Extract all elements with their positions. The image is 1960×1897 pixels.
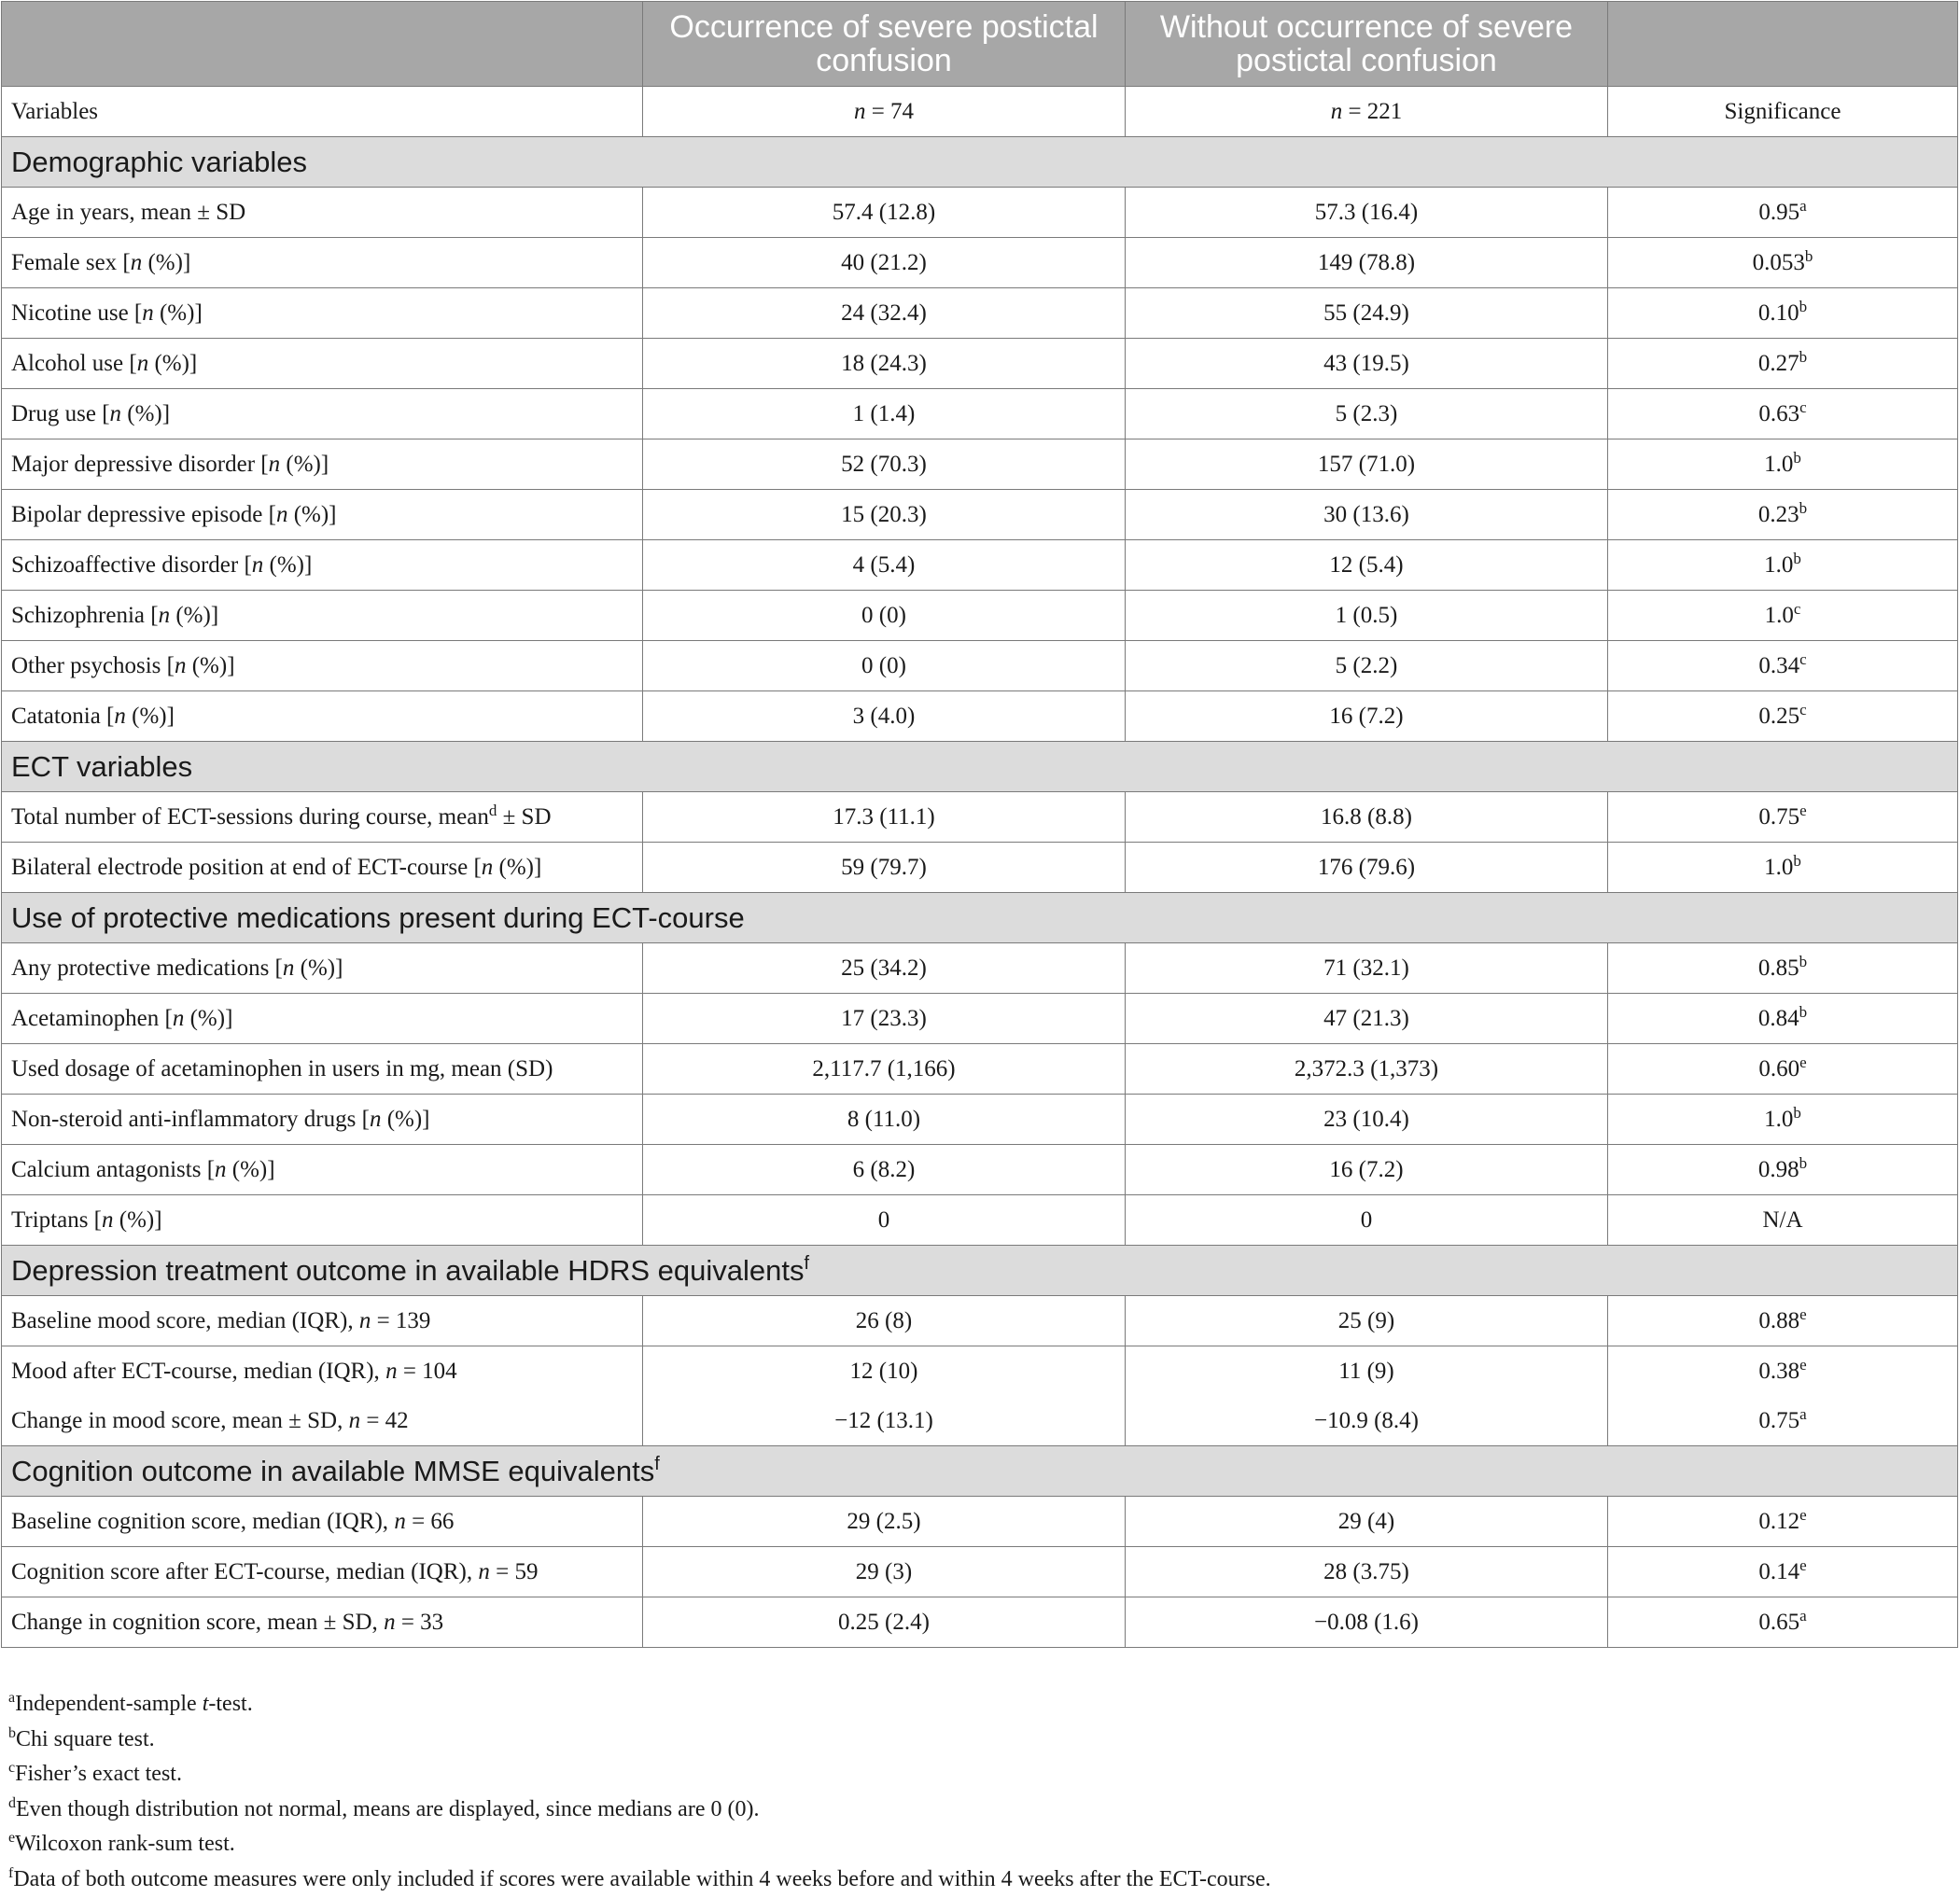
value-occurrence: 57.4 (12.8) — [643, 188, 1126, 238]
value-without: 11 (9) — [1126, 1346, 1608, 1397]
value-without: 5 (2.2) — [1126, 641, 1608, 691]
footnote-b: $^b$Chi square test. — [8, 1723, 1271, 1758]
section-ect — [2, 742, 1958, 792]
value-occurrence: 40 (21.2) — [643, 238, 1126, 288]
table-row — [2, 1346, 1958, 1397]
value-without: 16.8 (8.8) — [1126, 792, 1608, 843]
significance-value: 0.34$^c$ — [1608, 641, 1958, 691]
row-label: Any protective medications [n (%)] — [2, 943, 643, 994]
n-occurrence: n = 74 — [643, 87, 1126, 137]
value-occurrence: 24 (32.4) — [643, 288, 1126, 339]
table-row — [2, 792, 1958, 843]
table-row — [2, 1095, 1958, 1145]
row-label: Schizophrenia [n (%)] — [2, 591, 643, 641]
table-row — [2, 1547, 1958, 1597]
table-row — [2, 691, 1958, 742]
significance-value: 0.84$^b$ — [1608, 994, 1958, 1044]
table-row — [2, 641, 1958, 691]
row-label: Bilateral electrode position at end of ECT-course [n (%)] — [2, 843, 643, 893]
header-significance-blank — [1608, 2, 1958, 87]
value-without: 55 (24.9) — [1126, 288, 1608, 339]
value-occurrence: 59 (79.7) — [643, 843, 1126, 893]
value-occurrence: 25 (34.2) — [643, 943, 1126, 994]
header-empty — [2, 2, 643, 87]
row-label: Nicotine use [n (%)] — [2, 288, 643, 339]
value-without: 23 (10.4) — [1126, 1095, 1608, 1145]
table-row — [2, 1497, 1958, 1547]
value-without: 16 (7.2) — [1126, 1145, 1608, 1195]
row-label: Non-steroid anti-inflammatory drugs [n (%)] — [2, 1095, 643, 1145]
value-occurrence: 26 (8) — [643, 1296, 1126, 1346]
row-label: Other psychosis [n (%)] — [2, 641, 643, 691]
row-label: Bipolar depressive episode [n (%)] — [2, 490, 643, 540]
row-label: Total number of ECT-sessions during course, mean$^d$ ± SD — [2, 792, 643, 843]
value-occurrence: 1 (1.4) — [643, 389, 1126, 439]
value-without: 5 (2.3) — [1126, 389, 1608, 439]
footnote-d: $^d$Even though distribution not normal, means are displayed, since medians are 0 (0). — [8, 1792, 1271, 1828]
value-without: 12 (5.4) — [1126, 540, 1608, 591]
section-depression — [2, 1246, 1958, 1296]
value-occurrence: 29 (3) — [643, 1547, 1126, 1597]
value-occurrence: 0 (0) — [643, 641, 1126, 691]
value-without: 0 — [1126, 1195, 1608, 1246]
significance-value: 1.0$^b$ — [1608, 1095, 1958, 1145]
table-row — [2, 288, 1958, 339]
section-title: Use of protective medications present during ECT-course — [2, 893, 1958, 943]
value-occurrence: 18 (24.3) — [643, 339, 1126, 389]
value-without: 71 (32.1) — [1126, 943, 1608, 994]
row-label: Age in years, mean ± SD — [2, 188, 643, 238]
value-without: 47 (21.3) — [1126, 994, 1608, 1044]
section-title: Demographic variables — [2, 137, 1958, 188]
value-occurrence: 29 (2.5) — [643, 1497, 1126, 1547]
significance-value: 0.63$^c$ — [1608, 389, 1958, 439]
section-title: Depression treatment outcome in available HDRS equivalents$^f$ — [2, 1246, 1958, 1296]
section-title: ECT variables — [2, 742, 1958, 792]
value-occurrence: 12 (10) — [643, 1346, 1126, 1397]
value-without: 1 (0.5) — [1126, 591, 1608, 641]
significance-value: 0.27$^b$ — [1608, 339, 1958, 389]
table-row — [2, 1597, 1958, 1648]
row-label: Used dosage of acetaminophen in users in mg, mean (SD) — [2, 1044, 643, 1095]
row-label: Triptans [n (%)] — [2, 1195, 643, 1246]
section-cognition — [2, 1446, 1958, 1497]
value-without: 30 (13.6) — [1126, 490, 1608, 540]
table-row — [2, 339, 1958, 389]
value-without: 176 (79.6) — [1126, 843, 1608, 893]
variables-label: Variables — [2, 87, 643, 137]
table-row — [2, 188, 1958, 238]
row-label: Drug use [n (%)] — [2, 389, 643, 439]
subheader-row — [2, 87, 1958, 137]
significance-value: 0.60e — [1608, 1044, 1958, 1095]
value-occurrence: 15 (20.3) — [643, 490, 1126, 540]
row-label: Cognition score after ECT-course, median (IQR), n = 59 — [2, 1547, 643, 1597]
value-without: 57.3 (16.4) — [1126, 188, 1608, 238]
significance-value: 0.12e — [1608, 1497, 1958, 1547]
significance-value: 0.75$^a$ — [1608, 1396, 1958, 1446]
value-without: −10.9 (8.4) — [1126, 1396, 1608, 1446]
section-title: Cognition outcome in available MMSE equivalents$^f$ — [2, 1446, 1958, 1497]
table-row — [2, 540, 1958, 591]
table-header-row — [2, 2, 1958, 87]
value-without: 16 (7.2) — [1126, 691, 1608, 742]
section-protective — [2, 893, 1958, 943]
value-occurrence: 4 (5.4) — [643, 540, 1126, 591]
value-occurrence: 6 (8.2) — [643, 1145, 1126, 1195]
value-occurrence: 17.3 (11.1) — [643, 792, 1126, 843]
row-label: Acetaminophen [n (%)] — [2, 994, 643, 1044]
value-without: −0.08 (1.6) — [1126, 1597, 1608, 1648]
value-without: 29 (4) — [1126, 1497, 1608, 1547]
value-without: 43 (19.5) — [1126, 339, 1608, 389]
row-label: Schizoaffective disorder [n (%)] — [2, 540, 643, 591]
value-without: 28 (3.75) — [1126, 1547, 1608, 1597]
significance-value: 0.65$^a$ — [1608, 1597, 1958, 1648]
footnote-a: $^a$Independent-sample t-test. — [8, 1687, 1271, 1723]
header-without-occurrence: Without occurrence of severe postictal confusion — [1126, 2, 1608, 87]
table-row — [2, 943, 1958, 994]
significance-label: Significance — [1608, 87, 1958, 137]
table-row — [2, 843, 1958, 893]
footnote-e: $^e$Wilcoxon rank-sum test. — [8, 1827, 1271, 1862]
significance-value: 0.38e — [1608, 1346, 1958, 1397]
value-occurrence: 0.25 (2.4) — [643, 1597, 1126, 1648]
significance-value: N/A — [1608, 1195, 1958, 1246]
row-label: Calcium antagonists [n (%)] — [2, 1145, 643, 1195]
row-label: Catatonia [n (%)] — [2, 691, 643, 742]
row-label: Alcohol use [n (%)] — [2, 339, 643, 389]
significance-value: 0.95$^a$ — [1608, 188, 1958, 238]
table-row — [2, 238, 1958, 288]
significance-value: 1.0$^b$ — [1608, 540, 1958, 591]
value-occurrence: 52 (70.3) — [643, 439, 1126, 490]
significance-value: 0.23$^b$ — [1608, 490, 1958, 540]
table-row — [2, 1145, 1958, 1195]
significance-value: 0.88e — [1608, 1296, 1958, 1346]
row-label: Change in cognition score, mean ± SD, n = 33 — [2, 1597, 643, 1648]
value-occurrence: 17 (23.3) — [643, 994, 1126, 1044]
table-row — [2, 1195, 1958, 1246]
table-row — [2, 1296, 1958, 1346]
table-row — [2, 389, 1958, 439]
value-without: 157 (71.0) — [1126, 439, 1608, 490]
header-occurrence: Occurrence of severe postictal confusion — [643, 2, 1126, 87]
row-label: Female sex [n (%)] — [2, 238, 643, 288]
significance-value: 1.0$^c$ — [1608, 591, 1958, 641]
significance-value: 0.14e — [1608, 1547, 1958, 1597]
table-row — [2, 994, 1958, 1044]
value-occurrence: −12 (13.1) — [643, 1396, 1126, 1446]
significance-value: 1.0$^b$ — [1608, 439, 1958, 490]
results-table — [1, 1, 1958, 1648]
row-label: Change in mood score, mean ± SD, n = 42 — [2, 1396, 643, 1446]
row-label: Major depressive disorder [n (%)] — [2, 439, 643, 490]
footnote-f: $^f$Data of both outcome measures were only included if scores were available within 4 weeks before and within 4 weeks after the ECT-course. — [8, 1862, 1271, 1897]
significance-value: 0.85$^b$ — [1608, 943, 1958, 994]
significance-value: 0.10$^b$ — [1608, 288, 1958, 339]
row-label: Baseline cognition score, median (IQR), n = 66 — [2, 1497, 643, 1547]
significance-value: 1.0$^b$ — [1608, 843, 1958, 893]
value-without: 2,372.3 (1,373) — [1126, 1044, 1608, 1095]
table-row — [2, 490, 1958, 540]
significance-value: 0.98$^b$ — [1608, 1145, 1958, 1195]
value-occurrence: 2,117.7 (1,166) — [643, 1044, 1126, 1095]
value-occurrence: 0 — [643, 1195, 1126, 1246]
row-label: Baseline mood score, median (IQR), n = 139 — [2, 1296, 643, 1346]
value-occurrence: 0 (0) — [643, 591, 1126, 641]
value-occurrence: 3 (4.0) — [643, 691, 1126, 742]
table-row — [2, 1044, 1958, 1095]
table-row — [2, 591, 1958, 641]
value-occurrence: 8 (11.0) — [643, 1095, 1126, 1145]
row-label: Mood after ECT-course, median (IQR), n = 104 — [2, 1346, 643, 1397]
footnotes — [8, 1687, 1271, 1897]
value-without: 25 (9) — [1126, 1296, 1608, 1346]
section-demographic — [2, 137, 1958, 188]
value-without: 149 (78.8) — [1126, 238, 1608, 288]
table-row — [2, 439, 1958, 490]
significance-value: 0.25$^c$ — [1608, 691, 1958, 742]
table-row — [2, 1396, 1958, 1446]
significance-value: 0.053$^b$ — [1608, 238, 1958, 288]
footnote-c: $^c$Fisher’s exact test. — [8, 1757, 1271, 1792]
significance-value: 0.75e — [1608, 792, 1958, 843]
n-without: n = 221 — [1126, 87, 1608, 137]
